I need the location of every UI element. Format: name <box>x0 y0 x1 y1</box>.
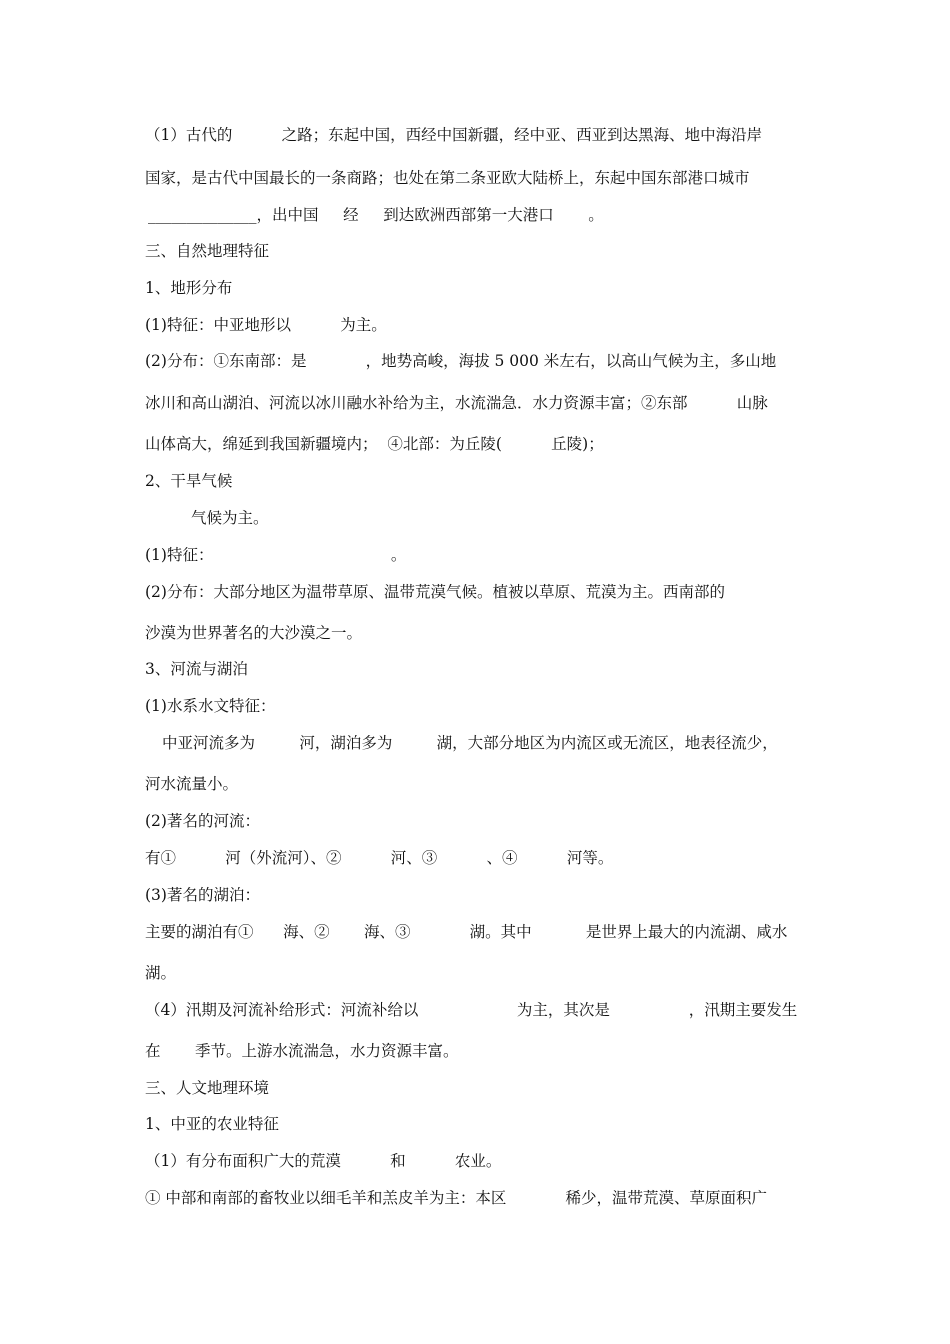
subsection-heading: 1、中亚的农业特征 <box>145 1115 279 1133</box>
text-line: 主要的湖泊有① 海、② 海、③ 湖。其中 是世界上最大的内流湖、咸水 <box>145 923 788 941</box>
text-line: (1)水系水文特征： <box>145 697 276 715</box>
text-line: 河水流量小。 <box>145 775 239 793</box>
text-line: 湖。 <box>145 964 177 982</box>
text-line: (2)著名的河流： <box>145 812 260 830</box>
text-line: 山体高大，绵延到我国新疆境内； ④北部：为丘陵( 丘陵)； <box>145 435 604 453</box>
text-line: (3)著名的湖泊： <box>145 886 260 904</box>
text-line: 中亚河流多为 河，湖泊多为 湖，大部分地区为内流区或无流区，地表径流少， <box>162 734 778 752</box>
text-line: (1)特征： 。 <box>145 546 407 564</box>
text-line: （4）汛期及河流补给形式：河流补给以 为主，其次是 ，汛期主要发生 <box>145 1001 798 1019</box>
subsection-heading: 2、干旱气候 <box>145 472 233 490</box>
text-line: 气候为主。 <box>191 509 269 527</box>
text-line: (2)分布：大部分地区为温带草原、温带荒漠气候。植被以草原、荒漠为主。西南部的 <box>145 583 725 601</box>
text-line: （1）有分布面积广大的荒漠 和 农业。 <box>145 1152 502 1170</box>
subsection-heading: 1、地形分布 <box>145 279 233 297</box>
text-line: 冰川和高山湖泊、河流以冰川融水补给为主，水流湍急．水力资源丰富；②东部 山脉 <box>145 394 768 412</box>
text-line: 国家，是古代中国最长的一条商路；也处在第二条亚欧大陆桥上，东起中国东部港口城市 <box>145 169 750 187</box>
text-line: 沙漠为世界著名的大沙漠之一。 <box>145 624 363 642</box>
text-line: (2)分布：①东南部：是 ，地势高峻，海拔 5 000 米左右，以高山气候为主，多山地 <box>145 352 777 370</box>
text-line: ① 中部和南部的畜牧业以细毛羊和羔皮羊为主：本区 稀少，温带荒漠、草原面积广 <box>145 1189 768 1207</box>
text-line: 在 季节。上游水流湍急，水力资源丰富。 <box>145 1042 459 1060</box>
text-line: 有① 河（外流河）、② 河、③ 、④ 河等。 <box>145 849 614 867</box>
text-line: （1）古代的 之路；东起中国，西经中国新疆，经中亚、西亚到达黑海、地中海沿岸 <box>145 126 763 144</box>
text-line: ______________，出中国 经 到达欧洲西部第一大港口 。 <box>148 206 604 224</box>
section-heading: 三、人文地理环境 <box>145 1079 270 1097</box>
text-line: (1)特征：中亚地形以 为主。 <box>145 316 387 334</box>
subsection-heading: 3、河流与湖泊 <box>145 660 248 678</box>
section-heading: 三、自然地理特征 <box>145 242 270 260</box>
